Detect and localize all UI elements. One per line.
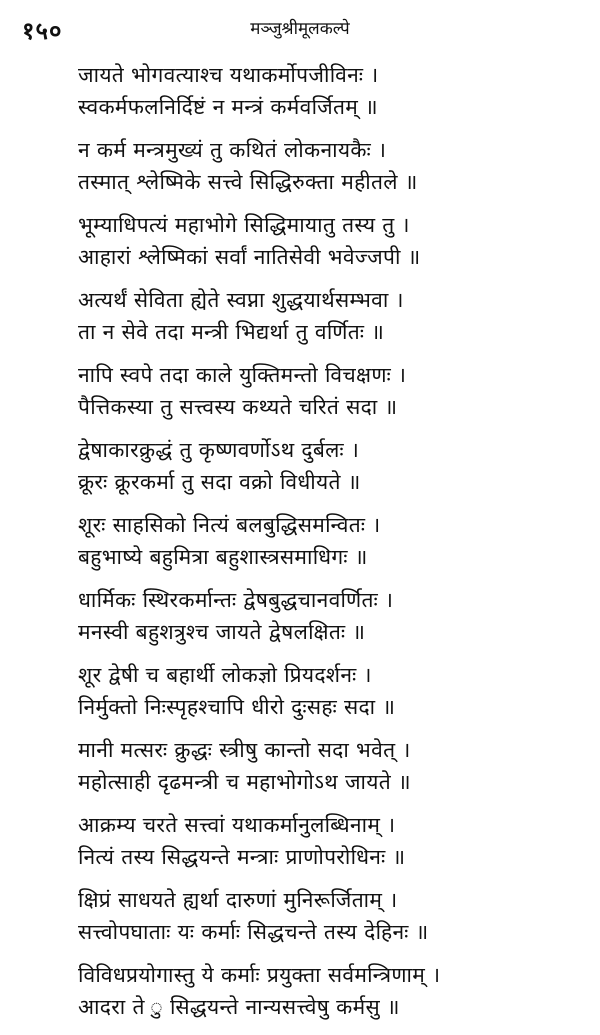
verse-line: न कर्म मन्त्रमुख्यं तु कथितं लोकनायकैः । — [78, 138, 387, 162]
verse-line: भूम्याधिपत्यं महाभोगे सिद्धिमायातु तस्य तु । — [78, 213, 410, 237]
verse-line: आक्रम्य चरते सत्त्वां यथाकर्मानुलब्धिनाम् । — [78, 813, 396, 837]
verse-line: स्वकर्मफलनिर्दिष्टं न मन्त्रं कर्मवर्जितम् ॥ — [78, 94, 378, 119]
verse-line: क्रूरः क्रूरकर्मा तु सदा वक्रो विधीयते ॥ — [78, 469, 361, 494]
verse-text — [78, 60, 588, 1035]
verse-line: तस्मात् श्लेष्मिके सत्त्वे सिद्धिरुक्ता महीतले ॥ — [78, 169, 418, 194]
verse — [78, 210, 588, 273]
verse — [78, 735, 588, 798]
verse-line: विविधप्रयोगास्तु ये कर्माः प्रयुक्ता सर्वमन्त्रिणाम् । — [78, 963, 441, 987]
verse — [78, 360, 588, 423]
verse-line: शूर द्वेषी च बहार्थी लोकज्ञो प्रियदर्शनः । — [78, 663, 372, 687]
verse-line: नित्यं तस्य सिद्धयन्ते मन्त्राः प्राणोपरोधिनः ॥ — [78, 844, 406, 869]
verse-line: सत्त्वोपघाताः यः कर्माः सिद्धचन्ते तस्य देहिनः ॥ — [78, 919, 429, 944]
page-header — [0, 10, 600, 50]
verse-line: ता न सेवे तदा मन्त्री भिद्यर्था तु वर्णितः ॥ — [78, 319, 385, 344]
verse-line: आदरा ते ु सिद्धयन्ते नान्यसत्त्वेषु कर्मसु ॥ — [78, 994, 400, 1019]
page-number: १५० — [22, 17, 63, 45]
verse — [78, 885, 588, 948]
verse-line: अत्यर्थं सेविता ह्येते स्वप्ना शुद्धयार्थसम्भवा । — [78, 288, 404, 312]
verse-line: जायते भोगवत्याश्च यथाकर्मोपजीविनः । — [78, 63, 379, 87]
verse — [78, 810, 588, 873]
verse-line: क्षिप्रं साधयते ह्यर्था दारुणां मुनिरूर्जिताम् । — [78, 888, 398, 912]
verse — [78, 135, 588, 198]
verse-line: नापि स्वपे तदा काले युक्तिमन्तो विचक्षणः । — [78, 363, 407, 387]
verse-line: निर्मुक्तो निःस्पृहश्चापि धीरो दुःसहः सदा ॥ — [78, 694, 396, 719]
verse — [78, 285, 588, 348]
verse — [78, 660, 588, 723]
verse-line: शूरः साहसिको नित्यं बलबुद्धिसमन्वितः । — [78, 513, 381, 537]
verse-line: मनस्वी बहुशत्रुश्च जायते द्वेषलक्षितः ॥ — [78, 619, 366, 644]
verse-line: बहुभाष्ये बहुमित्रा बहुशास्त्रसमाधिगः ॥ — [78, 544, 368, 569]
verse-line: द्वेषाकारक्रुद्धं तु कृष्णवर्णोऽथ दुर्बलः । — [78, 438, 360, 462]
verse — [78, 510, 588, 573]
running-title: मञ्जुश्रीमूलकल्पे — [250, 19, 350, 39]
verse-line: पैत्तिकस्या तु सत्त्वस्य कथ्यते चरितं सदा ॥ — [78, 394, 398, 419]
verse — [78, 585, 588, 648]
verse-line: महोत्साही दृढमन्त्री च महाभोगोऽथ जायते ॥ — [78, 769, 411, 794]
verse-line: आहारां श्लेष्मिकां सर्वां नातिसेवी भवेज्जपी ॥ — [78, 244, 421, 269]
verse-line: धार्मिकः स्थिरकर्मान्तः द्वेषबुद्धचानवर्णितः । — [78, 588, 394, 612]
verse — [78, 435, 588, 498]
verse-line: मानी मत्सरः क्रुद्धः स्त्रीषु कान्तो सदा भवेत् । — [78, 738, 411, 762]
verse — [78, 960, 588, 1023]
verse — [78, 60, 588, 123]
